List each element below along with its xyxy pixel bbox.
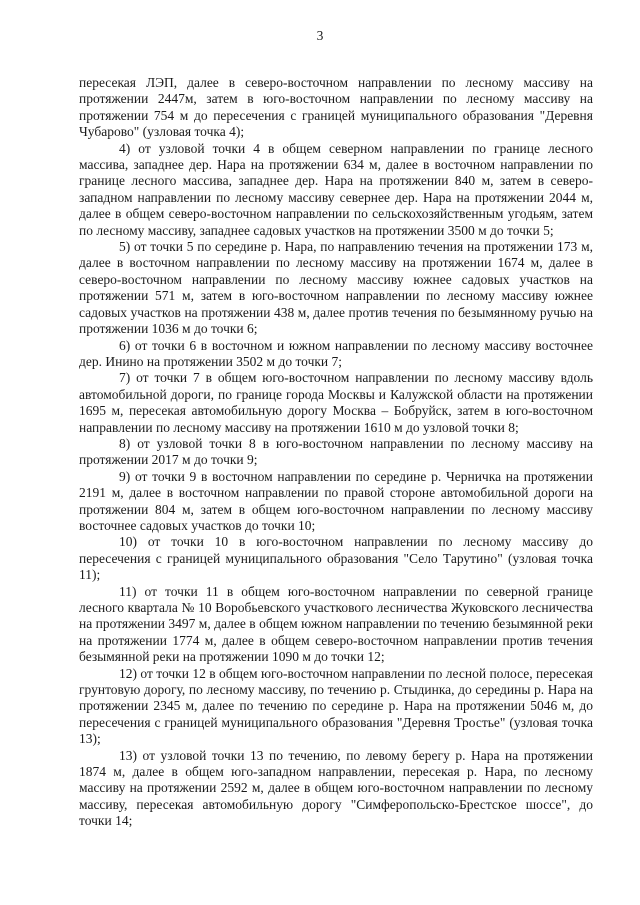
paragraph-item-6: 6) от точки 6 в восточном и южном направлении по лесному массиву восточнее дер. Инино на протяжении 3502 м до точки 7; [79, 337, 593, 369]
paragraph-item-10: 10) от точки 10 в юго-восточном направлении по лесному массиву до пересечения с границей муниципального образования "Село Тарутино" (узловая точка 11); [79, 534, 593, 583]
paragraph-item-8: 8) от узловой точки 8 в юго-восточном направлении по лесному массиву на протяжении 2017 м до точки 9; [79, 435, 593, 468]
paragraph-item-5: 5) от точки 5 по середине р. Нара, по направлению течения на протяжении 173 м, далее в восточном направлении по лесному массиву на протяжении 1674 м, далее в северо-восточном направлении по лесному массиву южнее садовых участков на протяжении 571 м, затем в юго-восточном направлении по лесному массиву южнее садовых участков на протяжении 438 м, далее против течения по безымянному ручью на протяжении 1036 м до точки 6; [79, 239, 593, 337]
paragraph-item-4: 4) от узловой точки 4 в общем северном направлении по границе лесного массива, западнее дер. Нара на протяжении 634 м, далее в восточном направлении по границе лесного массива, западнее дер. Нара на протяжении 840 м, затем в северо-западном направлении по лесному массиву севернее дер. Нара на протяжении 2044 м, далее в общем северо-восточном направлении по сельскохозяйственным угодьям, затем по лесному массиву, западнее садовых участков на протяжении 3500 м до точки 5; [79, 140, 593, 238]
paragraph-item-11: 11) от точки 11 в общем юго-восточном направлении по северной границе лесного квартала № 10 Воробьевского участкового лесничества Жуковского лесничества на протяжении 3497 м, далее в общем южном направлении по течению безымянной реки на протяжении 1774 м, далее в общем северо-восточном направлении против течения безымянной реки на протяжении 1090 м до точки 12; [79, 583, 593, 665]
paragraph-item-13: 13) от узловой точки 13 по течению, по левому берегу р. Нара на протяжении 1874 м, далее в общем юго-западном направлении, пересекая р. Нара, по лесному массиву на протяжении 2592 м, далее в общем юго-восточном направлении по лесному массиву, пересекая автомобильную дорогу "Симферопольско-Брестское шоссе", до точки 14; [79, 747, 593, 829]
paragraph-continuation: пересекая ЛЭП, далее в северо-восточном направлении по лесному массиву на протяжении 2447м, затем в юго-восточном направлении по лесному массиву на протяжении 754 м до пересечения с границей муниципального образования "Деревня Чубарово" (узловая точка 4); [79, 75, 593, 140]
paragraph-item-9: 9) от точки 9 в восточном направлении по середине р. Черничка на протяжении 2191 м, далее в восточном направлении по правой стороне автомобильной дороги на протяжении 804 м, затем в общем юго-восточном направлении по лесному массиву восточнее садовых участков до точки 10; [79, 468, 593, 533]
document-body [79, 75, 593, 830]
paragraph-item-12: 12) от точки 12 в общем юго-восточном направлении по лесной полосе, пересекая грунтовую дорогу, по лесному массиву, по течению р. Стыдинка, до середины р. Нара на протяжении 2345 м, далее по течению по середине р. Нара на протяжении 5046 м, до пересечения с границей муниципального образования "Деревня Тростье" (узловая точка 13); [79, 665, 593, 747]
paragraph-item-7: 7) от точки 7 в общем юго-восточном направлении по лесному массиву вдоль автомобильной дороги, по границе города Москвы и Калужской области на протяжении 1695 м, пересекая автомобильную дорогу Москва – Бобруйск, затем в юго-восточном направлении по лесному массиву на протяжении 1610 м до узловой точки 8; [79, 370, 593, 435]
page-number: 3 [316, 28, 324, 43]
